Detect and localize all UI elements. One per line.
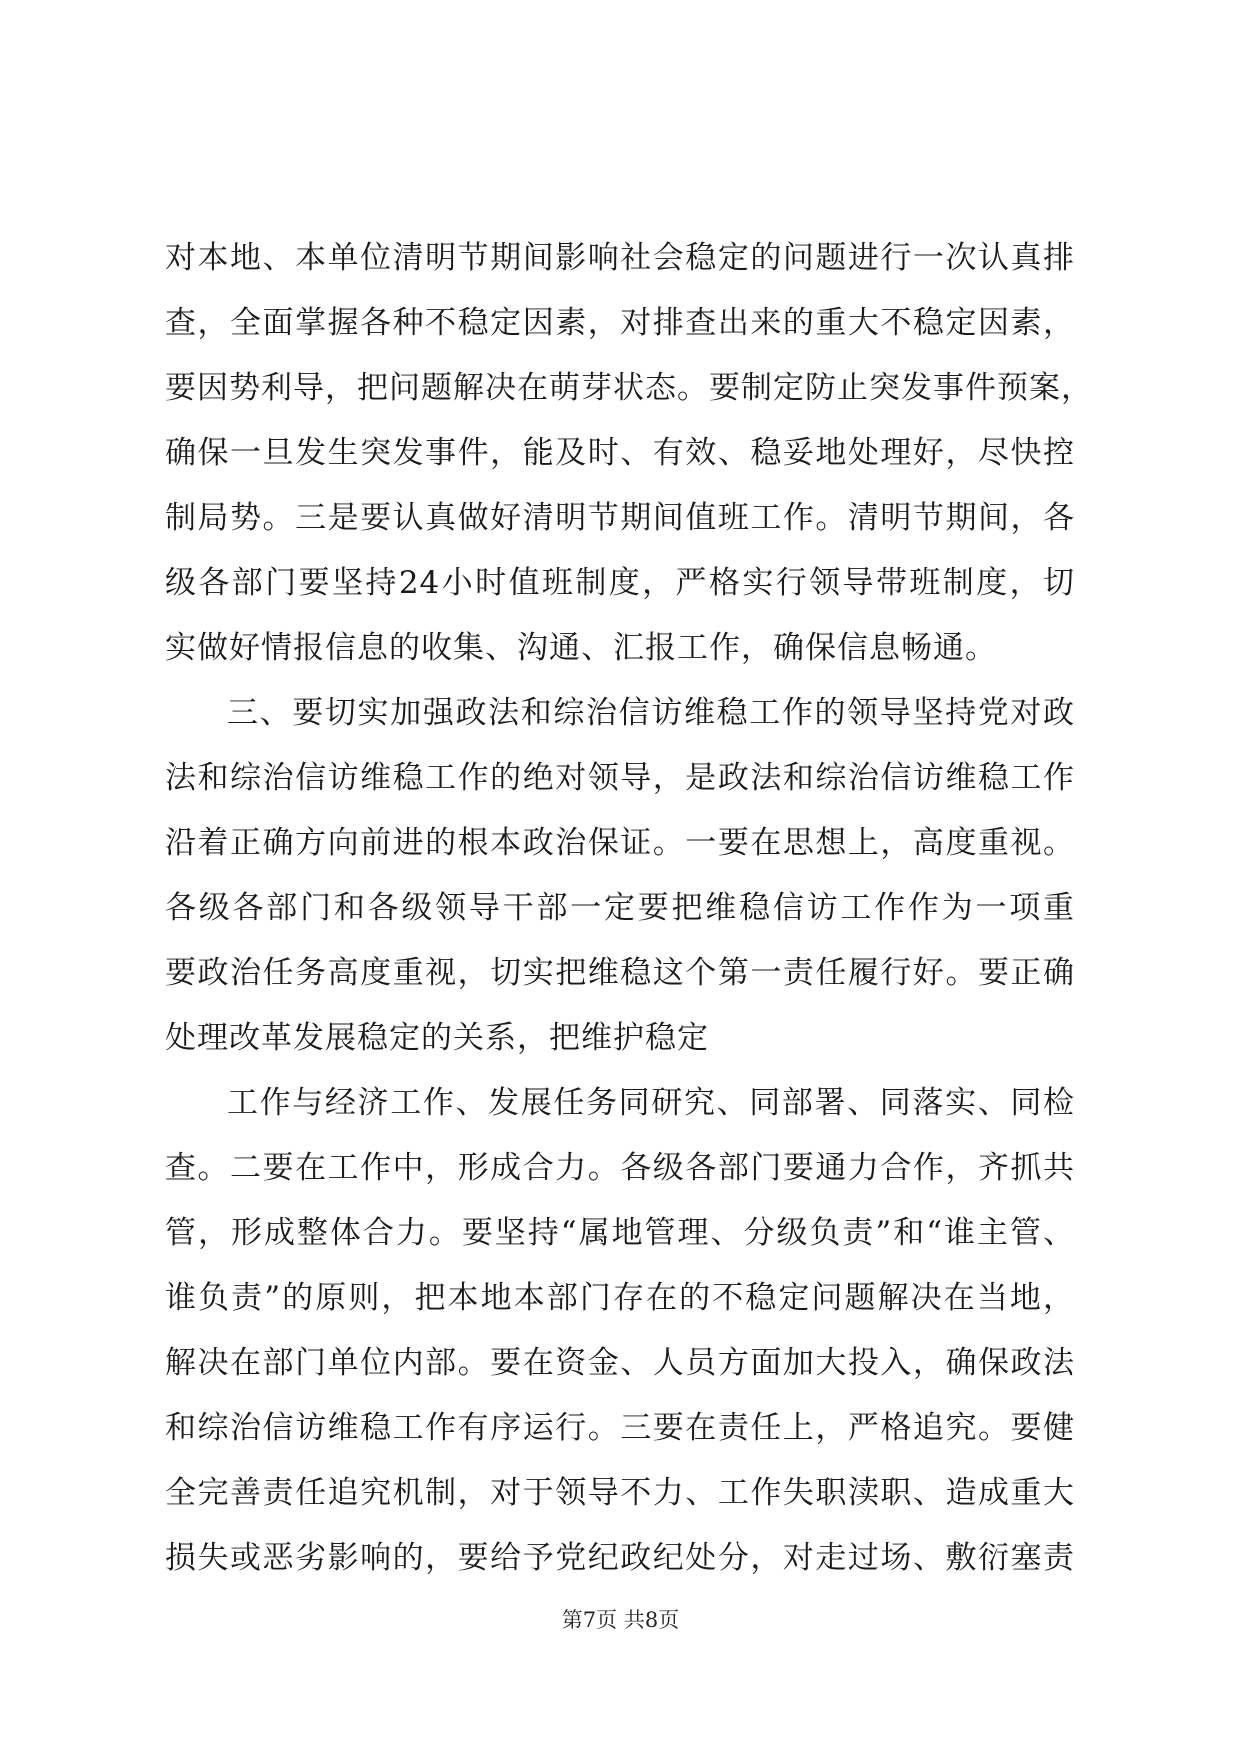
- text-line: 管，形成整体合力。要坚持“属地管理、分级负责”和“谁主管、: [165, 1215, 1075, 1251]
- text-line: 制局势。三是要认真做好清明节期间值班工作。清明节期间，各: [165, 500, 1075, 536]
- text-line: 级各部门要坚持24小时值班制度，严格实行领导带班制度，切: [165, 565, 1075, 601]
- text-line: 法和综治信访维稳工作的绝对领导，是政法和综治信访维稳工作: [165, 760, 1075, 796]
- paragraph-start-line: 工作与经济工作、发展任务同研究、同部署、同落实、同检: [227, 1085, 1075, 1121]
- text-line: 查，全面掌握各种不稳定因素，对排查出来的重大不稳定因素，: [165, 305, 1075, 341]
- text-line: 和综治信访维稳工作有序运行。三要在责任上，严格追究。要健: [165, 1410, 1075, 1446]
- text-line: 全完善责任追究机制，对于领导不力、工作失职渎职、造成重大: [165, 1475, 1075, 1511]
- text-line: 谁负责”的原则，把本地本部门存在的不稳定问题解决在当地，: [165, 1280, 1075, 1316]
- text-line: 查。二要在工作中，形成合力。各级各部门要通力合作，齐抓共: [165, 1150, 1075, 1186]
- paragraph-start-line: 三、要切实加强政法和综治信访维稳工作的领导坚持党对政: [227, 695, 1075, 731]
- document-body: [165, 226, 1093, 1591]
- text-line: 损失或恶劣影响的，要给予党纪政纪处分，对走过场、敷衍塞责: [165, 1540, 1075, 1576]
- text-line: 确保一旦发生突发事件，能及时、有效、稳妥地处理好，尽快控: [165, 435, 1075, 471]
- text-line: 沿着正确方向前进的根本政治保证。一要在思想上，高度重视。: [165, 825, 1075, 861]
- text-line: 要因势利导，把问题解决在萌芽状态。要制定防止突发事件预案，: [165, 370, 1093, 406]
- page-number-footer: 第7页 共8页: [561, 1608, 680, 1632]
- text-line: 各级各部门和各级领导干部一定要把维稳信访工作作为一项重: [165, 890, 1075, 926]
- text-line: 要政治任务高度重视，切实把维稳这个第一责任履行好。要正确: [165, 955, 1075, 991]
- text-line: 对本地、本单位清明节期间影响社会稳定的问题进行一次认真排: [165, 240, 1075, 276]
- text-line: 解决在部门单位内部。要在资金、人员方面加大投入，确保政法: [165, 1345, 1075, 1381]
- text-line: 实做好情报信息的收集、沟通、汇报工作，确保信息畅通。: [165, 630, 997, 666]
- text-line: 处理改革发展稳定的关系，把维护稳定: [165, 1020, 709, 1056]
